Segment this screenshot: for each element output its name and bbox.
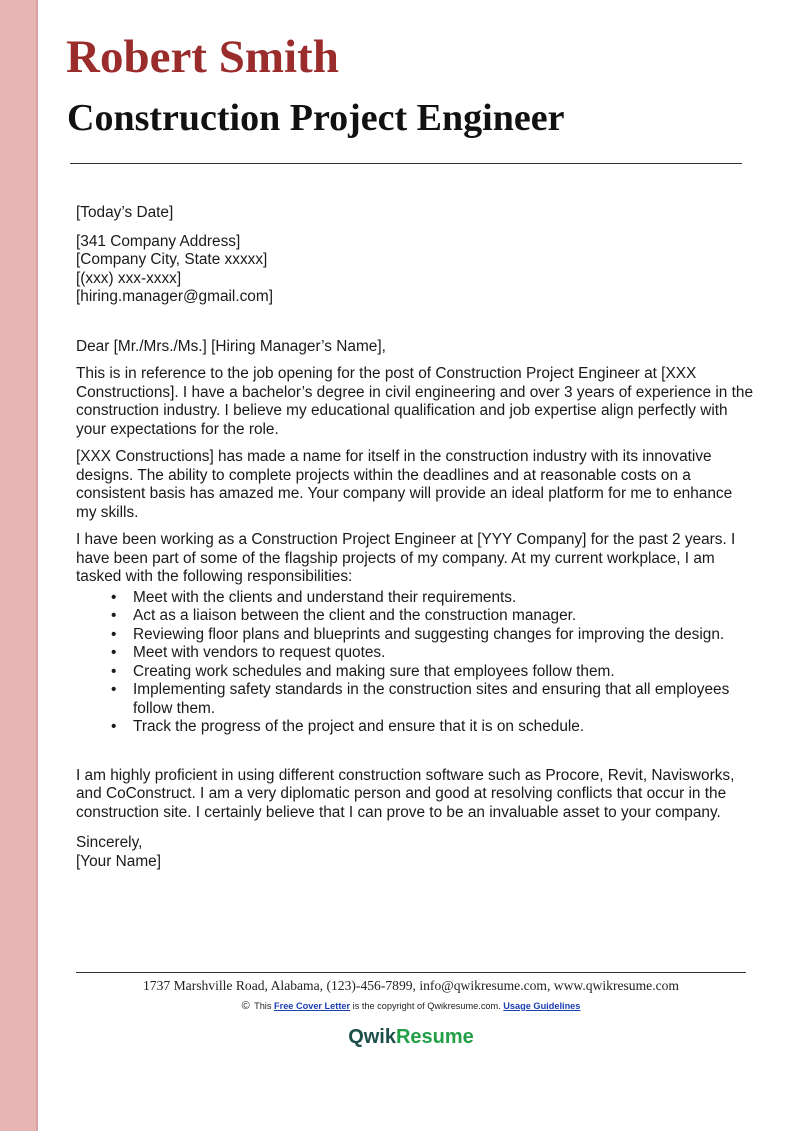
list-item (76, 718, 733, 737)
decorative-sidebar (0, 0, 38, 1131)
address-line: [(xxx) xxx-xxxx] (76, 269, 182, 287)
letter-body (76, 204, 756, 871)
copyright-text: is the copyright of Qwikresume.com. (352, 1001, 501, 1011)
list-item-text: Creating work schedules and making sure that employees follow them. (133, 662, 615, 680)
bullet-icon: • (111, 718, 117, 735)
list-item-text: Act as a liaison between the client and the construction manager. (133, 607, 577, 624)
bullet-icon: • (111, 607, 117, 624)
list-item (76, 663, 733, 682)
paragraph-company: [XXX Constructions] has made a name for itself in the construction industry with its innovative designs. The ability to complete projects within the deadlines and at reasonable costs on a consistent basis has amazed me. Your company will provide an ideal platform for me to enhance my skills. (76, 448, 733, 521)
job-title: Construction Project Engineer (67, 97, 565, 139)
paragraph-experience: I have been working as a Construction Project Engineer at [YYY Company] for the past 2 years. I have been part of some of the flagship projects of my company. At my current workplace, I am tasked with the following responsibilities: (76, 531, 736, 585)
list-item (76, 626, 733, 645)
list-item (76, 607, 733, 626)
paragraph-closing: I am highly proficient in using different construction software such as Procore, Revit, Navisworks, and CoConstruct. I am a very diplomatic person and good at resolving conflicts that occur in the construction site. I certainly believe that I can prove to be an invaluable asset to your company. (76, 766, 735, 821)
logo-part-qwik: Qwik (348, 1026, 396, 1048)
address-line: [Company City, State xxxxx] (76, 251, 268, 268)
list-item-text: Implementing safety standards in the construction sites and ensuring that all employees follow them. (133, 681, 730, 717)
list-item-text: Meet with the clients and understand their requirements. (133, 588, 517, 606)
usage-guidelines-link[interactable]: Usage Guidelines (503, 1001, 581, 1011)
letter-date: [Today’s Date] (76, 204, 174, 221)
recipient-address (76, 233, 756, 307)
sign-off: Sincerely, (76, 834, 143, 851)
footer-contact: 1737 Marshville Road, Alabama, (123)-456-7899, info@qwikresume.com, www.qwikresume.com (142, 978, 680, 993)
bullet-icon: • (111, 625, 117, 643)
paragraph-intro: This is in reference to the job opening for the post of Construction Project Engineer at [XXX Constructions]. I have a bachelor’s degree in civil engineering and over 3 years of experience in the construction industry. I believe my educational qualification and job expertise align perfectly with your expectations for the role. (76, 365, 754, 438)
signature-name: [Your Name] (76, 852, 161, 870)
list-item (76, 644, 733, 663)
applicant-name: Robert Smith (66, 31, 339, 83)
list-item-text: Track the progress of the project and ensure that it is on schedule. (133, 718, 585, 735)
bullet-icon: • (111, 681, 117, 698)
sidebar-edge (36, 0, 38, 1131)
footer-divider (76, 972, 746, 973)
copyright-notice (76, 1000, 746, 1012)
list-item-text: Reviewing floor plans and blueprints and suggesting changes for improving the design. (133, 625, 725, 643)
address-line: [341 Company Address] (76, 232, 241, 250)
copyright-icon: © (241, 1000, 250, 1012)
header-divider (70, 163, 742, 164)
list-item (76, 681, 733, 718)
bullet-icon: • (111, 644, 117, 661)
logo-part-resume: Resume (395, 1026, 474, 1048)
list-item (76, 589, 733, 608)
list-item-text: Meet with vendors to request quotes. (133, 644, 386, 661)
bullet-icon: • (111, 662, 117, 680)
bullet-icon: • (111, 588, 117, 606)
salutation: Dear [Mr./Mrs./Ms.] [Hiring Manager’s Name], (76, 337, 386, 355)
responsibilities-list (76, 589, 756, 737)
qwikresume-logo[interactable] (76, 1026, 746, 1049)
copyright-prefix: This (254, 1001, 272, 1011)
free-cover-letter-link[interactable]: Free Cover Letter (274, 1001, 351, 1011)
address-line: [hiring.manager@gmail.com] (76, 288, 273, 305)
